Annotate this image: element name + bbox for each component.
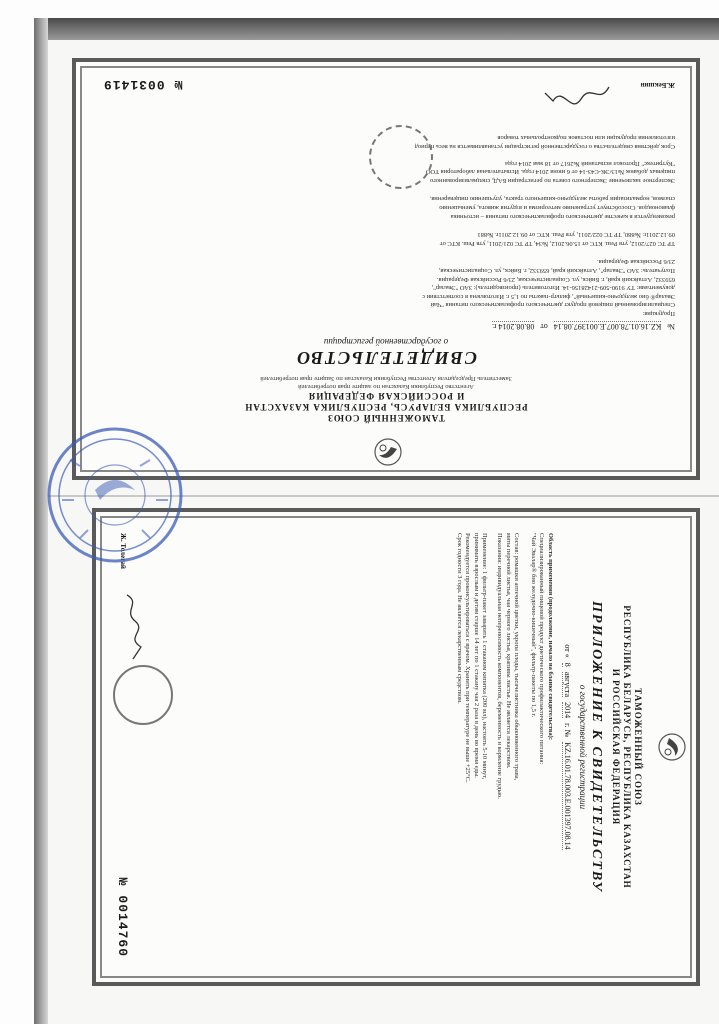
agency-line-2: Заместитель Председателя Агентства Республики Казахстан по Защите прав потребителей bbox=[260, 375, 512, 382]
number-prefix: № bbox=[667, 322, 675, 331]
certificate-title: СВИДЕТЕЛЬСТВО bbox=[295, 348, 477, 368]
product-line: Получатель: ЗАО "Эвалар", Алтайский край, 659332, г. Бийск, ул. Социалистическая, bbox=[438, 267, 675, 275]
usage-line: спазмов, нормализации работы желудочно-кишечного тракта, улучшению пищеварения. bbox=[429, 195, 675, 203]
product-line: документами: ТУ 9190-509-21428156-14. Изготовитель (производитель): ЗАО "Эвалар", bbox=[431, 284, 675, 292]
expert-line: "Кутритекс" Протокол испытаний №2617 от 18 мая 2014 года bbox=[505, 159, 675, 167]
certificate-rotated-content bbox=[79, 65, 693, 473]
composition-line: Показания: индивидуальная непереносимость компонентов, беременность и кормление грудью. bbox=[496, 533, 504, 799]
product-label: Продукция: bbox=[642, 310, 675, 317]
customs-union-emblem-icon bbox=[373, 437, 403, 467]
expert-line: Экспертное заключение Экспертного совета по регистрации БАД, специализированного bbox=[430, 176, 675, 184]
product-line: 23/6 Российская Федерация. bbox=[596, 258, 675, 266]
appendix-subtitle: о государственной регистрации bbox=[578, 684, 588, 810]
blue-official-seal-icon bbox=[40, 420, 190, 570]
number-date-prefix: от bbox=[540, 322, 548, 331]
composition-block bbox=[494, 533, 520, 961]
serial-number: 0031419 bbox=[103, 77, 165, 92]
appendix-rotated-content bbox=[99, 515, 693, 979]
certificate-subtitle: о государственной регистрации bbox=[323, 337, 449, 347]
conformity-block bbox=[97, 230, 675, 247]
appendix-number-row bbox=[562, 533, 572, 961]
union-members-2: И РОССИЙСКАЯ ФЕДЕРАЦИЯ bbox=[307, 391, 465, 401]
date-month: августа bbox=[563, 671, 572, 698]
form-serial bbox=[115, 878, 130, 957]
agency-line: Агентство Республики Казахстан по защите прав потребителей bbox=[298, 383, 474, 390]
union-title: ТАМОЖЕННЫЙ СОЮЗ bbox=[633, 688, 643, 806]
application-block bbox=[454, 533, 488, 961]
usage-block bbox=[97, 194, 675, 220]
serial-prefix: № bbox=[115, 877, 130, 887]
product-line: 659332, Алтайский край, г. Бийск, ул. Социалистическая, 23/6 Российская Федерация. bbox=[436, 275, 675, 283]
signature-icon bbox=[119, 593, 145, 663]
conformity-line: ТР ТС 027/2012, утв Реш. КТС от 15.06.2012, №34, ТР ТС 021/2011, утв Реш. КТС от bbox=[439, 239, 675, 247]
certificate-appendix bbox=[92, 508, 700, 986]
embossed-seal-icon bbox=[369, 125, 433, 189]
usage-line: флавоноидов. Способствует устранению метеоризма и вздутия живота, уменьшению bbox=[439, 204, 675, 212]
date-prefix: от « bbox=[563, 644, 572, 658]
signature-row bbox=[541, 81, 675, 107]
product-block bbox=[97, 257, 675, 317]
conformity-line: 09.12.2011г. №880, ТР ТС 022/2011, утв Реш. КТС от 09.12.2011г. №881 bbox=[477, 231, 675, 239]
date-year: 2014 bbox=[563, 702, 572, 719]
appendix-title: ПРИЛОЖЕНИЕ К СВИДЕТЕЛЬСТВУ bbox=[589, 601, 604, 893]
serial-prefix: № bbox=[173, 77, 183, 92]
scope-line: "Чай Эвалар® био желудочно-кишечный", фильтр-пакеты по 1,5 г. bbox=[529, 533, 537, 718]
union-title: ТАМОЖЕННЫЙ СОЮЗ bbox=[327, 413, 445, 423]
customs-union-emblem-icon bbox=[657, 732, 687, 762]
validity-line: изготовления продукции или поставок подконтрольных товаров bbox=[497, 134, 675, 142]
expert-line: пищевых добавок №13/ЭК-С43-14 от 6 июня 2014 года. Испытательная лаборатория ТОО bbox=[425, 168, 675, 176]
appendix-number: KZ.16.01.78.003.E.001397.08.14 bbox=[563, 742, 572, 850]
product-line: Специализированный пищевой продукт диетического профилактического питания "Чай bbox=[430, 301, 675, 309]
certificate-date: 08.08.2014 г. bbox=[492, 322, 535, 331]
usage-line: рекомендуется в качестве диетического профилактического питания – источника bbox=[450, 212, 675, 220]
scope-line: Специализированный пищевой продукт диетического профилактического питания: bbox=[538, 533, 546, 765]
number-prefix: г. № bbox=[563, 723, 572, 738]
form-serial bbox=[103, 77, 182, 92]
certificate-number: KZ.16.01.78.007.E.001397.08.14 bbox=[553, 322, 662, 331]
date-day: 8 bbox=[563, 662, 572, 667]
union-members: РЕСПУБЛИКА БЕЛАРУСЬ, РЕСПУБЛИКА КАЗАХСТАН bbox=[622, 605, 632, 889]
scan-top-shadow bbox=[40, 18, 719, 40]
composition-line: Состав: ромашки аптечной цветки, укропа плоды, тысячелистника обыкновенного трава, bbox=[513, 533, 521, 781]
storage-line: Срок годности 3 года. Не является лекарственным средством. bbox=[455, 533, 463, 704]
mp-stamp-icon bbox=[113, 665, 173, 725]
composition-line: мяты перечной листья, чая черного листья, крапивы листья. Не является лекарством. bbox=[504, 533, 512, 769]
validity-line: Срок действия свидетельства о государственной регистрации устанавливается на весь период bbox=[414, 143, 675, 151]
scope-label: Область применения (продолжение, начало на бланке свидетельства): bbox=[547, 533, 554, 741]
application-line: принимать взрослым и детям старше 14 лет по 1 стакану чая 2 раза в день во время еды. bbox=[472, 533, 480, 778]
union-members: РЕСПУБЛИКА БЕЛАРУСЬ, РЕСПУБЛИКА КАЗАХСТАН bbox=[244, 402, 528, 412]
serial-number: 0014760 bbox=[115, 895, 130, 957]
application-line: Применение: 1 фильтр-пакет заварить 1 стаканом кипятка (200 мл), настоять 5-10 минут, bbox=[481, 533, 489, 780]
storage-line: Рекомендуется проконсультироваться с врачом. Хранить при температуре не выше +25°С. bbox=[464, 533, 472, 783]
signer-name: Ж.Бекшин bbox=[640, 81, 675, 89]
certificate-number-row bbox=[97, 321, 675, 331]
scope-block bbox=[528, 533, 554, 961]
signer-name: Ж. Толегай bbox=[119, 533, 127, 569]
product-line: Эвалар® био желудочно-кишечный", фильтр-пакеты по 1,5 г. Изготовлена в соответствии с bbox=[422, 292, 675, 300]
signature-icon bbox=[541, 81, 611, 107]
union-members-2: И РОССИЙСКАЯ ФЕДЕРАЦИЯ bbox=[611, 668, 621, 826]
registration-certificate bbox=[72, 58, 700, 480]
